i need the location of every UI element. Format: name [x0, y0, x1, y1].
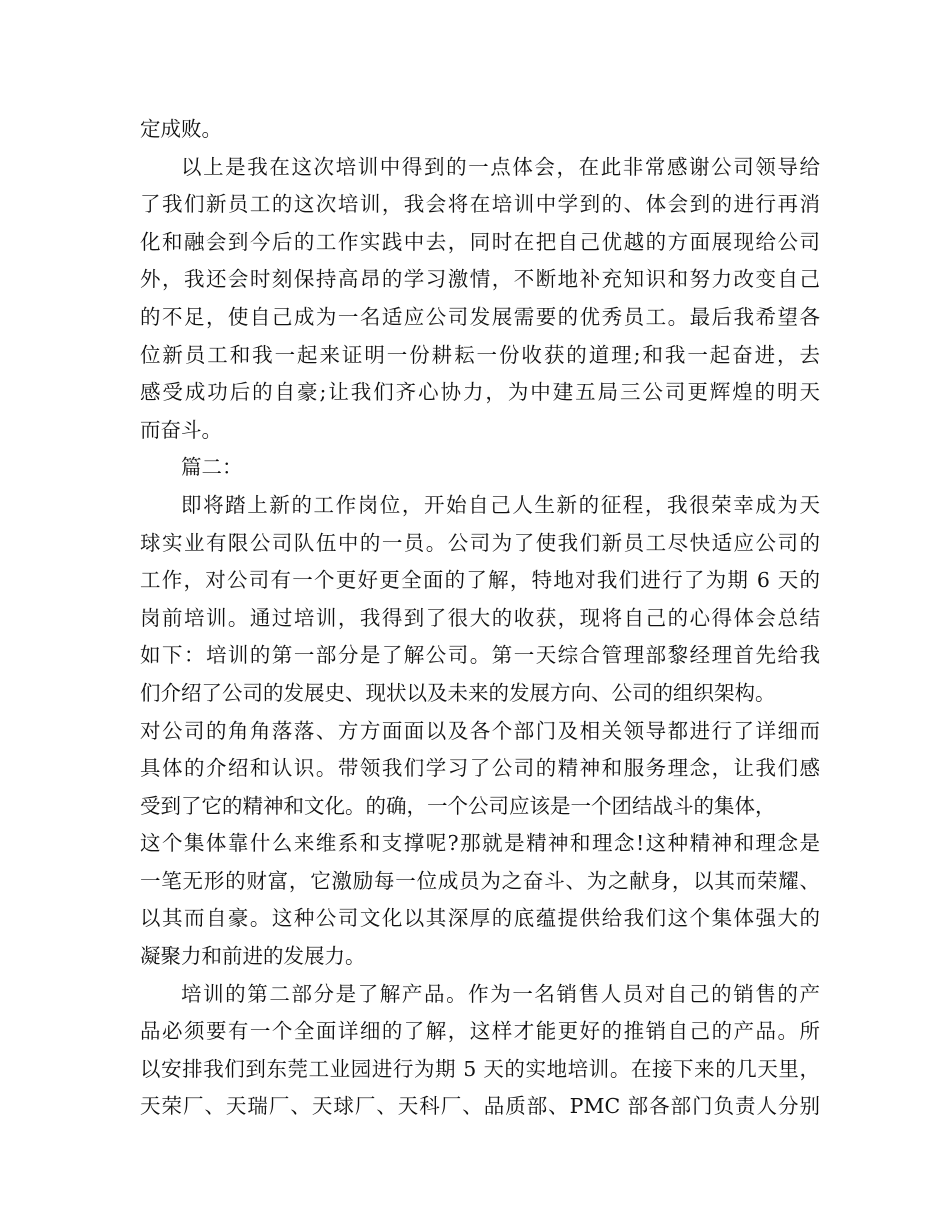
- text-line: 凝聚力和前进的发展力。: [140, 944, 366, 969]
- section-heading: 篇二：: [181, 455, 243, 480]
- text-line: 如下：培训的第一部分是了解公司。第一天综合管理部黎经理首先给我: [140, 643, 820, 668]
- text-line: 培训的第二部分是了解产品。作为一名销售人员对自己的销售的产: [181, 981, 820, 1006]
- text-line: 定成败。: [140, 117, 222, 141]
- text-line: 天荣厂、天瑞厂、天球厂、天科厂、品质部、PMC 部各部门负责人分别: [140, 1094, 820, 1119]
- text-line: 一笔无形的财富，它激励每一位成员为之奋斗、为之献身，以其而荣耀、: [140, 868, 820, 893]
- text-line: 以其而自豪。这种公司文化以其深厚的底蕴提供给我们这个集体强大的: [140, 906, 820, 931]
- text-line: 感受成功后的自豪;让我们齐心协力，为中建五局三公司更辉煌的明天: [140, 380, 820, 405]
- text-line: 即将踏上新的工作岗位，开始自己人生新的征程，我很荣幸成为天: [181, 492, 820, 517]
- text-line: 工作，对公司有一个更好更全面的了解，特地对我们进行了为期 6 天的: [140, 568, 820, 593]
- text-line: 受到了它的精神和文化。的确，一个公司应该是一个团结战斗的集体，: [140, 793, 776, 818]
- text-line: 外，我还会时刻保持高昂的学习激情，不断地补充知识和努力改变自己: [140, 267, 820, 292]
- text-line: 对公司的角角落落、方方面面以及各个部门及相关领导都进行了详细而: [140, 718, 820, 743]
- text-line: 化和融会到今后的工作实践中去，同时在把自己优越的方面展现给公司: [140, 229, 820, 254]
- text-line: 岗前培训。通过培训，我得到了很大的收获，现将自己的心得体会总结: [140, 605, 820, 630]
- text-line: 球实业有限公司队伍中的一员。公司为了使我们新员工尽快适应公司的: [140, 530, 820, 555]
- text-line: 们介绍了公司的发展史、现状以及未来的发展方向、公司的组织架构。: [140, 680, 776, 705]
- text-line: 具体的介绍和认识。带领我们学习了公司的精神和服务理念，让我们感: [140, 756, 820, 781]
- text-line: 这个集体靠什么来维系和支撑呢?那就是精神和理念!这种精神和理念是: [140, 831, 820, 856]
- text-line: 的不足，使自己成为一名适应公司发展需要的优秀员工。最后我希望各: [140, 304, 820, 329]
- text-line: 品必须要有一个全面详细的了解，这样才能更好的推销自己的产品。所: [140, 1019, 820, 1044]
- text-line: 位新员工和我一起来证明一份耕耘一份收获的道理;和我一起奋进，去: [140, 342, 820, 367]
- text-line: 以安排我们到东莞工业园进行为期 5 天的实地培训。在接下来的几天里，: [140, 1056, 820, 1081]
- document-body: [140, 111, 820, 1126]
- text-line: 以上是我在这次培训中得到的一点体会，在此非常感谢公司领导给: [181, 154, 820, 179]
- text-line: 了我们新员工的这次培训，我会将在培训中学到的、体会到的进行再消: [140, 192, 820, 217]
- text-line: 而奋斗。: [140, 417, 222, 442]
